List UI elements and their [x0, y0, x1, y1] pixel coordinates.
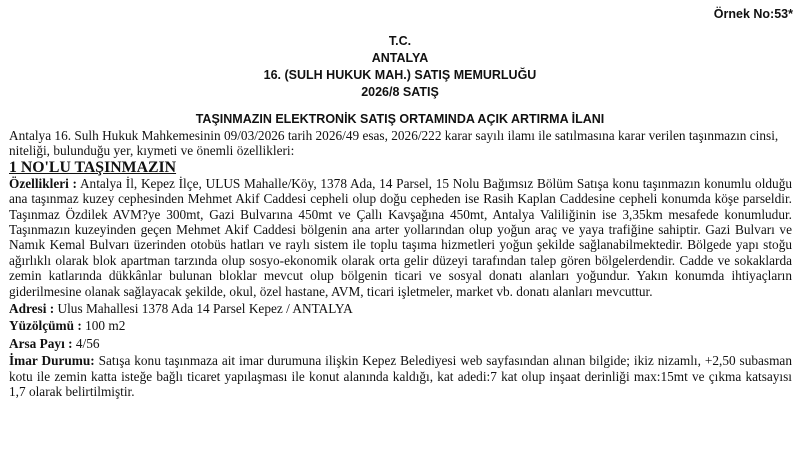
- header-country: T.C.: [388, 34, 412, 48]
- document-header: [0, 33, 800, 128]
- property-title: 1 NO'LU TAŞINMAZIN: [9, 158, 177, 176]
- share-field: [9, 336, 792, 351]
- form-number: Örnek No:53*: [713, 7, 793, 21]
- zoning-label: İmar Durumu:: [9, 353, 95, 369]
- address-field: [9, 301, 792, 316]
- features-text: Antalya İl, Kepez İlçe, ULUS Mahalle/Köy, 1378 Ada, 14 Parsel, 15 Nolu Bağımsız Bölüm Satışa konu taşınmazın konumlu olduğu ana taşınmaz kuzey cephesinden Mehmet Akif Caddesi cepheli olup doğu cepheden ise Rasih Kaplan Caddesine cepheli konumda köşe parseldir. Taşınmaz Özdilek AVM?ye 300mt, Gazi Bulvarına 450mt ve Çallı Kavşağına 450mt, Antalya Valiliğinin ise 3,35km mesafede konumludur. Taşınmazın kuzeyinden geçen Mehmet Akif Caddesi bölgenin ana arter yollarından olup yoğun araç ve yaya trafiğine sahiptir. Gazi Bulvarı ve Namık Kemal Bulvarı üzerinden otobüs hatları ve raylı sistem ile toplu taşıma hizmetleri yoğun şekilde sağlanabilmektedir. Bölgede yapı stoğu ağırlıklı olarak blok apartman tarzında olup sosyo-ekonomik olarak orta gelir düzeyi tarafından talep gören bölgelerdendir. Cadde ve sokaklarda zemin katlarında dükkânlar bulunan bloklar mevcut olup bölgenin ticari ve sosyal donatı alanları yoğundur. Yakın konumda ihtiyaçların giderilmesine olanak sağlayacak şekilde, okul, özel hastane, AVM, ticari işletmeler, market vb. donatı alanları mevcuttur.: [9, 175, 792, 299]
- area-field: [9, 318, 792, 333]
- features-label: Özellikleri :: [9, 175, 77, 191]
- share-label: Arsa Payı :: [9, 335, 73, 351]
- zoning-field: [9, 353, 792, 399]
- intro-paragraph: Antalya 16. Sulh Hukuk Mahkemesinin 09/03/2026 tarih 2026/49 esas, 2026/222 karar sayılı ilamı ile satılmasına karar verilen taşınmazın cinsi, niteliği, bulunduğu yer, kıymeti ve önemli özellikleri:: [9, 128, 779, 159]
- address-label: Adresi :: [9, 301, 55, 317]
- header-city: ANTALYA: [371, 51, 429, 65]
- header-office: 16. (SULH HUKUK MAH.) SATIŞ MEMURLUĞU: [263, 68, 537, 82]
- header-case-number: 2026/8 SATIŞ: [361, 85, 439, 99]
- document-subtitle: TAŞINMAZIN ELEKTRONİK SATIŞ ORTAMINDA AÇIK ARTIRMA İLANI: [195, 112, 605, 126]
- area-label: Yüzölçümü :: [9, 318, 82, 334]
- share-text: 4/56: [72, 335, 100, 351]
- address-text: Ulus Mahallesi 1378 Ada 14 Parsel Kepez / ANTALYA: [54, 301, 353, 317]
- features-field: [9, 176, 792, 299]
- document-body: [9, 128, 792, 400]
- zoning-text: Satışa konu taşınmaza ait imar durumuna ilişkin Kepez Belediyesi web sayfasından alınan bilgide; ikiz nizamlı, +2,50 subasman kotu ile zemin katta isteğe bağlı ticaret yapılaşması ile konut alanında kaldığı, kat adedi:7 kat olup inşaat derinliği max:15mt ve çıkma katsayısı 1,7 olarak belirtilmiştir.: [9, 353, 792, 400]
- area-text: 100 m2: [81, 318, 126, 334]
